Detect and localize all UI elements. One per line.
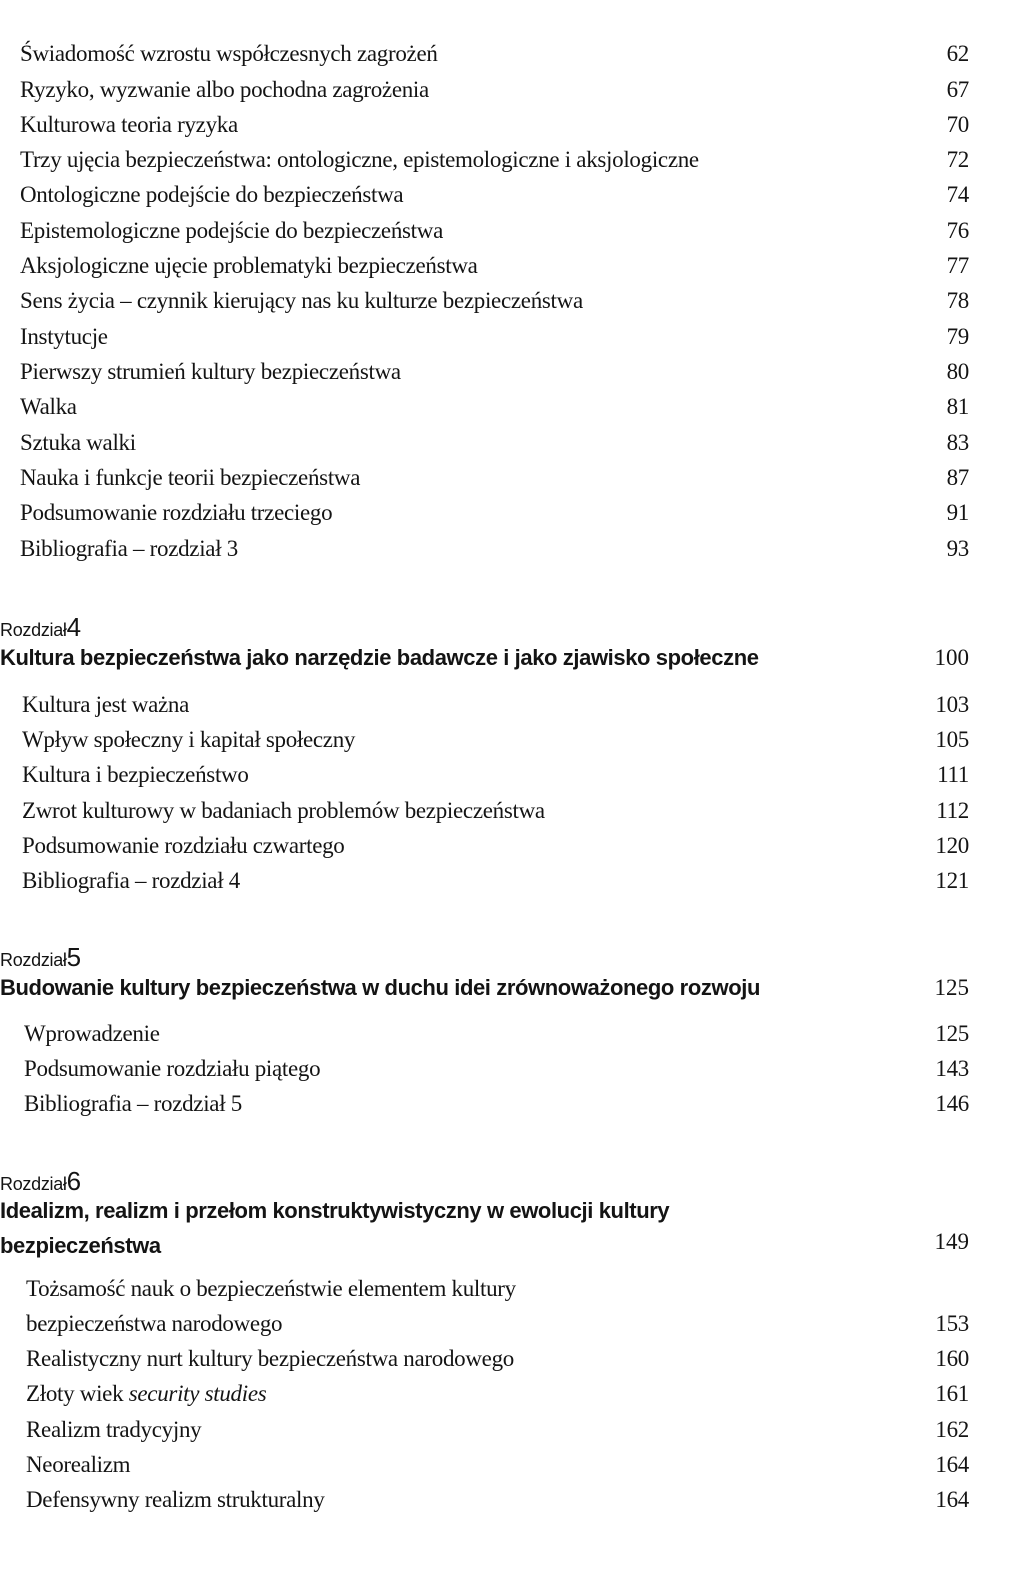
toc-entry-page: 103 [935, 692, 969, 717]
toc-entry-title: Epistemologiczne podejście do bezpieczeństwa [20, 218, 443, 243]
toc-entry[interactable] [0, 72, 1026, 107]
toc-entry-page: 72 [946, 147, 969, 172]
toc-entry-title: Ryzyko, wyzwanie albo pochodna zagrożenia [20, 77, 429, 102]
toc-entry[interactable] [0, 460, 1026, 495]
toc-entry-page: 83 [946, 430, 969, 455]
toc-entry[interactable] [0, 1051, 1026, 1086]
chapter-label-text: Rozdział [0, 950, 67, 970]
toc-entry-title: Instytucje [20, 324, 108, 349]
toc-entry-page: 105 [935, 727, 969, 752]
toc-entry[interactable] [0, 1341, 1026, 1376]
toc-entry-page: 164 [935, 1487, 969, 1512]
toc-entry-title: Podsumowanie rozdziału czwartego [22, 833, 345, 858]
toc-entry-title: Kultura i bezpieczeństwo [22, 762, 249, 787]
toc-entry-title: Bibliografia – rozdział 5 [24, 1091, 242, 1116]
toc-entry-title-italic: security studies [128, 1381, 267, 1406]
toc-entry[interactable] [0, 495, 1026, 530]
toc-entry[interactable] [0, 213, 1026, 248]
toc-entry-page: 161 [935, 1381, 969, 1406]
toc-entry[interactable] [0, 107, 1026, 142]
toc-entry-title: Ontologiczne podejście do bezpieczeństwa [20, 182, 404, 207]
chapter-number: 6 [66, 1166, 81, 1196]
toc-entry[interactable] [0, 1412, 1026, 1447]
toc-entry-page: 93 [946, 536, 969, 561]
toc-entry-title: Wpływ społeczny i kapitał społeczny [22, 727, 356, 752]
toc-entry-title: Trzy ujęcia bezpieczeństwa: ontologiczne, epistemologiczne i aksjologiczne [20, 147, 699, 172]
toc-entry[interactable] [0, 177, 1026, 212]
toc-entry-page: 91 [946, 500, 969, 525]
toc-entry-page: 160 [935, 1346, 969, 1371]
toc-entry[interactable] [0, 722, 1026, 757]
toc-entry[interactable] [0, 687, 1026, 722]
toc-entry[interactable] [0, 389, 1026, 424]
toc-entry[interactable] [0, 283, 1026, 318]
toc-entry-page: 143 [935, 1056, 969, 1081]
toc-entry-page: 67 [946, 77, 969, 102]
chapter-title-line2: bezpieczeństwa [0, 1233, 161, 1258]
toc-entry-page: 76 [946, 218, 969, 243]
toc-entry-title: Walka [20, 394, 77, 419]
toc-entry-line1 [0, 1271, 1026, 1306]
chapter-label-text: Rozdział [0, 1174, 67, 1194]
toc-entry-page: 77 [946, 253, 969, 278]
chapter-title: Kultura bezpieczeństwa jako narzędzie badawcze i jako zjawisko społeczne [0, 645, 759, 670]
chapter-page: 149 [934, 1229, 969, 1254]
toc-entry-page: 62 [946, 41, 969, 66]
toc-entry-title-plain: Złoty wiek [26, 1381, 129, 1406]
chapter-label [0, 1166, 81, 1197]
toc-entry[interactable] [0, 1016, 1026, 1051]
toc-entry-page: 164 [935, 1452, 969, 1477]
toc-entry-title: Kultura jest ważna [22, 692, 190, 717]
toc-entry-title: Tożsamość nauk o bezpieczeństwie elementem kultury [26, 1276, 516, 1301]
toc-entry-title: bezpieczeństwa narodowego [26, 1311, 283, 1336]
toc-entry-title: Aksjologiczne ujęcie problematyki bezpieczeństwa [20, 253, 478, 278]
toc-entry-title: Wprowadzenie [24, 1021, 160, 1046]
toc-entry[interactable] [0, 531, 1026, 566]
toc-entry[interactable] [0, 319, 1026, 354]
toc-entry-page: 153 [935, 1311, 969, 1336]
toc-entry[interactable] [0, 863, 1026, 898]
toc-entry[interactable] [0, 425, 1026, 460]
toc-entry-page: 74 [946, 182, 969, 207]
toc-entry-page: 80 [946, 359, 969, 384]
chapter-title-line1: Idealizm, realizm i przełom konstruktywistyczny w ewolucji kultury [0, 1198, 670, 1223]
toc-entry-page: 79 [946, 324, 969, 349]
toc-entry-title: Bibliografia – rozdział 4 [22, 868, 240, 893]
toc-entry[interactable] [0, 248, 1026, 283]
toc-entry-page: 112 [936, 798, 969, 823]
toc-entry-title: Kulturowa teoria ryzyka [20, 112, 238, 137]
toc-entry[interactable] [0, 142, 1026, 177]
toc-entry-title: Podsumowanie rozdziału trzeciego [20, 500, 333, 525]
toc-entry-title: Sens życia – czynnik kierujący nas ku kulturze bezpieczeństwa [20, 288, 583, 313]
toc-entry-title: Pierwszy strumień kultury bezpieczeństwa [20, 359, 401, 384]
toc-entry-title: Realistyczny nurt kultury bezpieczeństwa narodowego [26, 1346, 514, 1371]
toc-entry[interactable] [0, 1482, 1026, 1517]
toc-entry-title: Podsumowanie rozdziału piątego [24, 1056, 321, 1081]
toc-entry[interactable] [0, 1376, 1026, 1411]
toc-entry-title: Zwrot kulturowy w badaniach problemów bezpieczeństwa [22, 798, 545, 823]
toc-entry-page: 121 [935, 868, 969, 893]
toc-entry-page: 81 [946, 394, 969, 419]
toc-entry[interactable] [0, 354, 1026, 389]
chapter-label [0, 942, 81, 973]
toc-entry[interactable] [0, 793, 1026, 828]
chapter-label-text: Rozdział [0, 620, 67, 640]
toc-entry-title: Nauka i funkcje teorii bezpieczeństwa [20, 465, 361, 490]
toc-entry-title: Defensywny realizm strukturalny [26, 1487, 325, 1512]
toc-entry-page: 162 [935, 1417, 969, 1442]
chapter-label [0, 612, 81, 643]
toc-entry-title: Bibliografia – rozdział 3 [20, 536, 238, 561]
toc-entry-title: Sztuka walki [20, 430, 136, 455]
toc-entry-page: 111 [937, 762, 969, 787]
chapter-number: 4 [66, 612, 81, 642]
toc-entry[interactable] [0, 828, 1026, 863]
toc-entry[interactable] [0, 757, 1026, 792]
toc-entry-page: 87 [946, 465, 969, 490]
chapter-page: 100 [934, 645, 969, 670]
toc-entry-title [26, 1376, 266, 1411]
toc-entry-title: Neorealizm [26, 1452, 131, 1477]
toc-entry[interactable] [0, 36, 1026, 71]
chapter-title: Budowanie kultury bezpieczeństwa w duchu idei zrównoważonego rozwoju [0, 975, 760, 1000]
toc-entry-page: 70 [946, 112, 969, 137]
toc-entry[interactable] [0, 1086, 1026, 1121]
toc-entry-page: 120 [935, 833, 969, 858]
toc-entry[interactable] [0, 1447, 1026, 1482]
toc-entry-title: Realizm tradycyjny [26, 1417, 202, 1442]
toc-entry-line2 [0, 1306, 1026, 1341]
chapter-number: 5 [66, 942, 81, 972]
chapter-page: 125 [934, 975, 969, 1000]
toc-entry-title: Świadomość wzrostu współczesnych zagrożeń [20, 41, 438, 66]
toc-entry-page: 146 [935, 1091, 969, 1116]
toc-entry-page: 125 [935, 1021, 969, 1046]
toc-entry-page: 78 [946, 288, 969, 313]
